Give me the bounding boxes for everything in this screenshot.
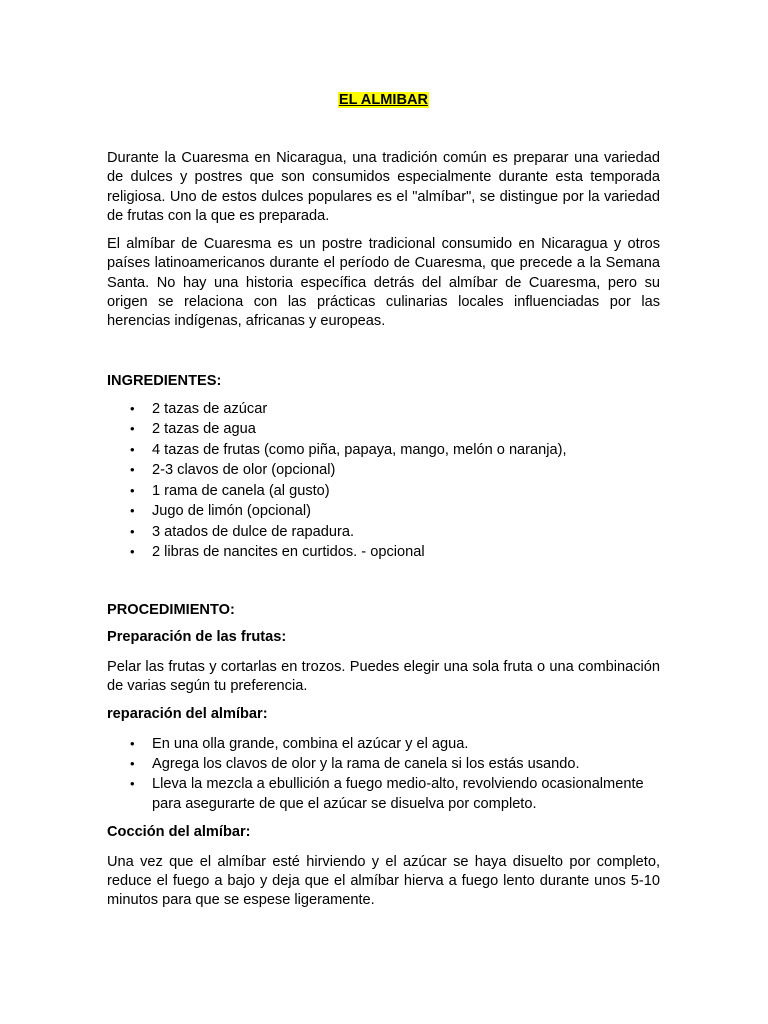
bullet-icon: • xyxy=(130,776,135,792)
ingredient-item: • 4 tazas de frutas (como piña, papaya, mango, melón o naranja), xyxy=(107,440,660,461)
bullet-icon: • xyxy=(130,523,135,539)
document-page xyxy=(107,90,660,920)
title-wrap xyxy=(107,90,660,110)
fruits-prep-text: Pelar las frutas y cortarlas en trozos. Puedes elegir una sola fruta o una combinación de varias según tu preferencia. xyxy=(107,658,660,694)
fruits-prep-heading: Preparación de las frutas: xyxy=(107,629,287,646)
ingredient-item: • 1 rama de canela (al gusto) xyxy=(107,481,660,502)
spacer xyxy=(107,572,660,601)
bullet-icon: • xyxy=(130,756,135,772)
ingredient-item: • 2 tazas de agua xyxy=(107,419,660,440)
spacer xyxy=(107,341,660,372)
ingredient-item: • 2-3 clavos de olor (opcional) xyxy=(107,460,660,481)
ingredients-heading: INGREDIENTES: xyxy=(107,372,222,389)
intro-paragraph-2: El almíbar de Cuaresma es un postre tradicional consumido en Nicaragua y otros países latinoamericanos durante el período de Cuaresma, que precede a la Semana Santa. No hay una historia específica detrás del almíbar de Cuaresma, pero su origen se relaciona con las prácticas culinarias locales influenciadas por las herencias indígenas, africanas y europeas. xyxy=(107,236,660,330)
syrup-prep-heading: reparación del almíbar: xyxy=(107,706,268,723)
syrup-step: • Lleva la mezcla a ebullición a fuego medio-alto, revolviendo ocasionalmente para asegurarte de que el azúcar se disuelva por completo. xyxy=(130,776,644,813)
ingredients-list xyxy=(107,399,660,563)
bullet-icon: • xyxy=(130,736,135,752)
document-title: EL ALMIBAR xyxy=(338,92,429,108)
ingredient-item: • 2 tazas de azúcar xyxy=(107,399,660,420)
cooking-text: Una vez que el almíbar esté hirviendo y el azúcar se haya disuelto por completo, reduce el fuego a bajo y deja que el almíbar hierva a fuego lento durante unos 5-10 minutos para que se espese ligeramente. xyxy=(107,853,660,909)
ingredient-item: • Jugo de limón (opcional) xyxy=(107,501,660,522)
syrup-step: • Agrega los clavos de olor y la rama de canela si los estás usando. xyxy=(130,756,580,773)
bullet-icon: • xyxy=(130,503,135,519)
bullet-icon: • xyxy=(130,441,135,457)
intro-paragraph-1: Durante la Cuaresma en Nicaragua, una tradición común es preparar una variedad de dulces y postres que son consumidos especialmente durante esta temporada religiosa. Uno de estos dulces populares es el "almíbar", se distingue por la variedad de frutas con la que es preparada. xyxy=(107,150,660,224)
procedure-heading: PROCEDIMIENTO: xyxy=(107,601,235,618)
bullet-icon: • xyxy=(130,462,135,478)
ingredient-item: • 2 libras de nancites en curtidos. - opcional xyxy=(107,542,660,563)
bullet-icon: • xyxy=(130,400,135,416)
ingredient-item: • 3 atados de dulce de rapadura. xyxy=(107,522,660,543)
syrup-step: • En una olla grande, combina el azúcar y el agua. xyxy=(130,736,469,753)
bullet-icon: • xyxy=(130,544,135,560)
syrup-steps-list xyxy=(107,734,660,814)
cooking-heading: Cocción del almíbar: xyxy=(107,824,251,841)
bullet-icon: • xyxy=(130,482,135,498)
bullet-icon: • xyxy=(130,421,135,437)
